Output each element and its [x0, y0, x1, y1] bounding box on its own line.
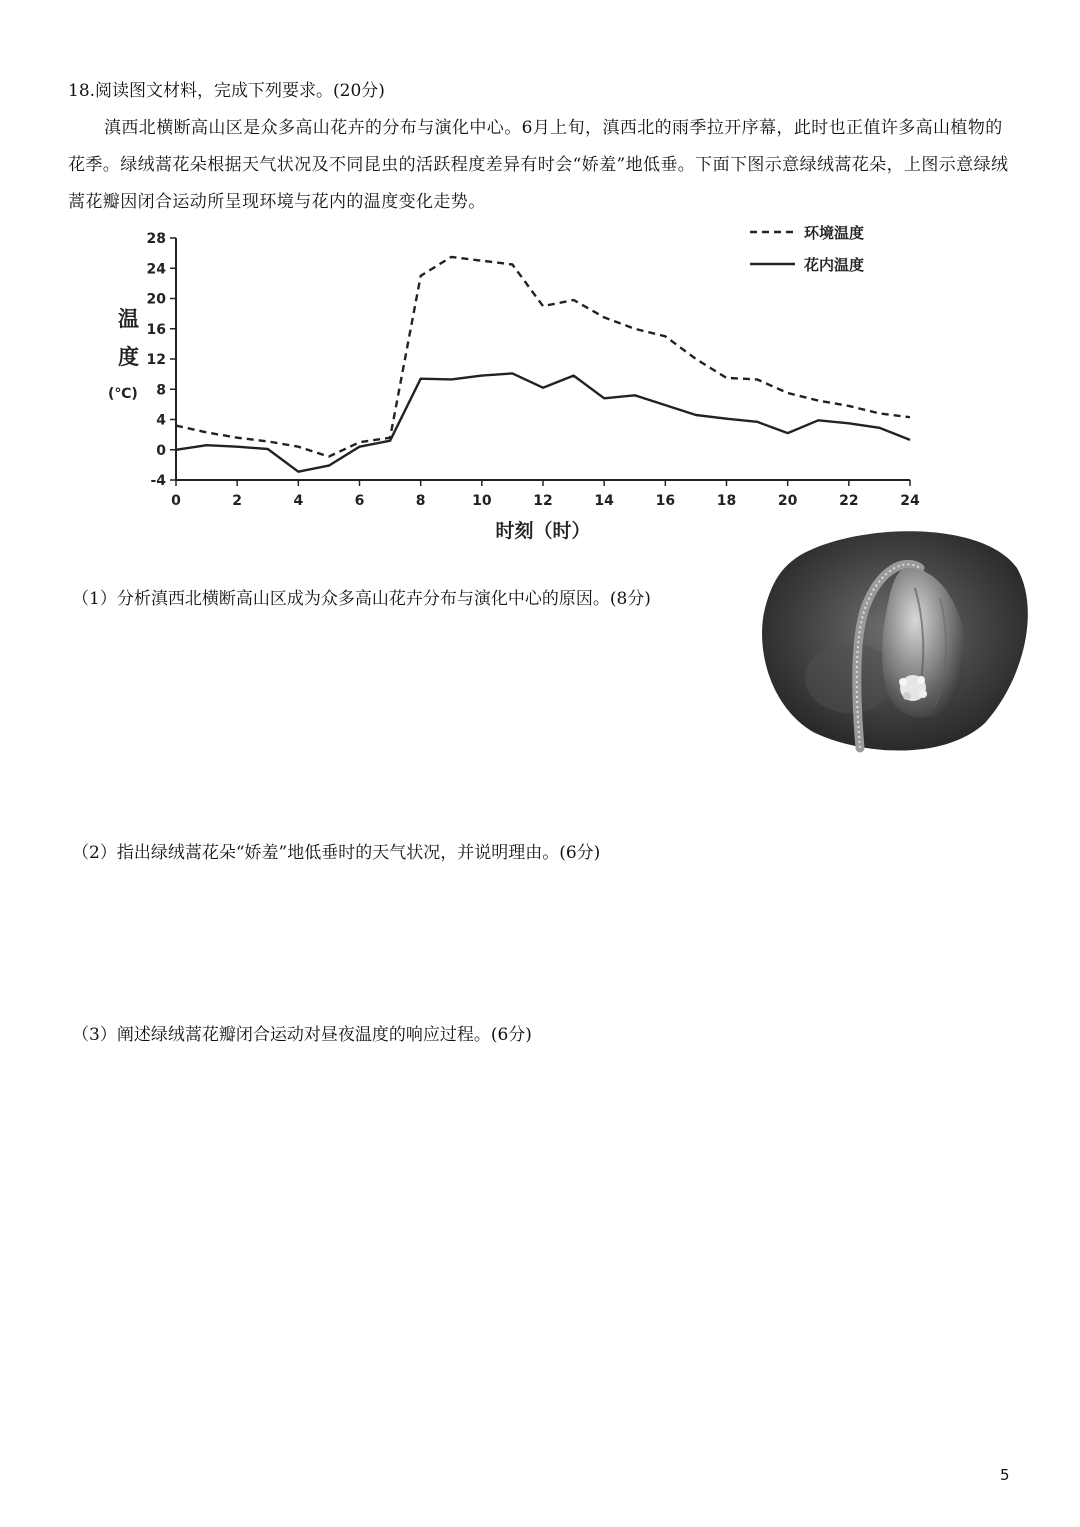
legend-label: 环境温度: [804, 224, 865, 242]
x-tick-label: 0: [171, 493, 181, 509]
y-tick-label: 16: [146, 321, 166, 338]
x-tick-label: 4: [293, 493, 304, 509]
subquestion-2: （2）指出绿绒蒿花朵“娇羞”地低垂时的天气状况，并说明理由。(6分): [72, 843, 601, 863]
question-material: 滇西北横断高山区是众多高山花卉的分布与演化中心。6月上旬，滇西北的雨季拉开序幕，此时也正值许多高山植物的花季。绿绒蒿花朵根据天气状况及不同昆虫的活跃程度差异有时会“娇羞”地低垂。下面下图示意绿绒蒿花朵，上图示意绿绒蒿花瓣因闭合运动所呈现环境与花内的温度变化走势。: [68, 118, 1009, 212]
y-tick-label: 12: [146, 352, 166, 368]
x-tick-label: 8: [415, 493, 426, 509]
x-tick-label: 12: [533, 493, 553, 509]
series-line-2: [176, 373, 910, 471]
legend-label: 花内温度: [804, 256, 865, 274]
y-tick-label: -4: [150, 473, 166, 489]
x-tick-label: 16: [655, 493, 676, 509]
x-tick-label: 6: [354, 493, 365, 509]
x-tick-label: 24: [900, 493, 920, 509]
x-tick-label: 22: [839, 493, 859, 509]
meconopsis-flower-photo: [755, 528, 1035, 753]
y-tick-label: 20: [146, 291, 166, 308]
subquestion-3: （3）阐述绿绒蒿花瓣闭合运动对昼夜温度的响应过程。(6分): [72, 1025, 532, 1045]
series-line-1: [176, 257, 910, 457]
x-axis-label: 时刻（时）: [495, 520, 591, 542]
flower-stamens: [899, 675, 927, 701]
x-tick-label: 18: [716, 493, 737, 509]
y-axis-label-char: 度: [118, 345, 139, 369]
x-tick-label: 20: [777, 493, 798, 509]
y-tick-label: 8: [156, 382, 166, 399]
y-tick-label: 4: [156, 412, 166, 429]
x-tick-label: 10: [472, 493, 492, 509]
x-tick-label: 2: [232, 493, 243, 509]
y-tick-label: 24: [146, 261, 166, 278]
temperature-chart: [100, 218, 940, 558]
y-axis-unit: (℃): [108, 386, 138, 402]
subquestion-1: （1）分析滇西北横断高山区成为众多高山花卉分布与演化中心的原因。(8分): [72, 589, 651, 609]
y-axis-label-char: 温: [118, 307, 139, 331]
y-tick-label: 0: [156, 442, 166, 459]
x-tick-label: 14: [594, 493, 614, 509]
page-number: 5: [1000, 1466, 1010, 1484]
question-title: 18.阅读图文材料，完成下列要求。(20分): [68, 81, 385, 101]
y-tick-label: 28: [146, 231, 166, 247]
